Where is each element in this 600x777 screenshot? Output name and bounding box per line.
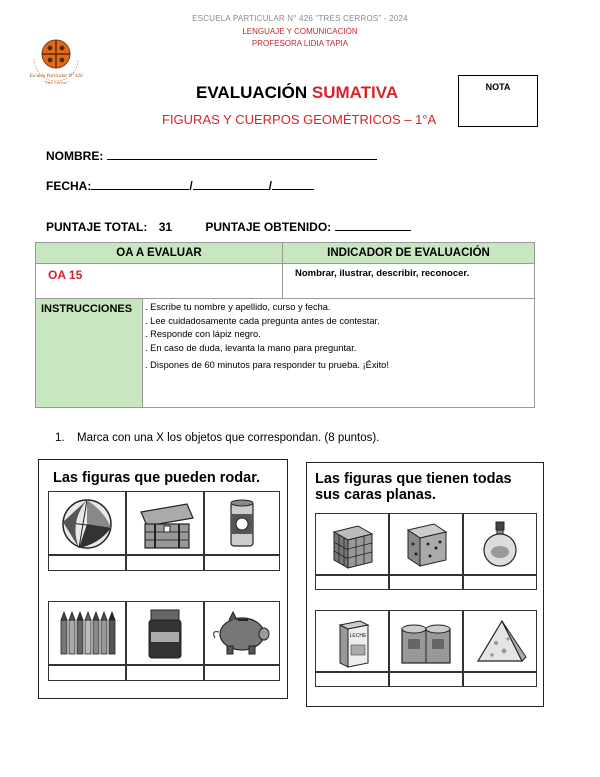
cube-cell xyxy=(315,513,389,575)
milk-cell xyxy=(315,610,389,672)
indicator-value: Nombrar, ilustrar, describir, reconocer. xyxy=(283,264,535,299)
title-part1: EVALUACIÓN xyxy=(196,83,308,102)
teacher-name: PROFESORA LIDIA TAPIA xyxy=(251,39,349,48)
ball-icon xyxy=(49,492,125,554)
ball-cell xyxy=(48,491,126,555)
answer-box[interactable] xyxy=(48,555,126,571)
indicator-header: INDICADOR DE EVALUACIÓN xyxy=(283,243,535,264)
nota-label: NOTA xyxy=(485,82,511,92)
answer-box[interactable] xyxy=(315,575,389,590)
evaluation-table xyxy=(35,242,535,408)
puntaje-row xyxy=(46,218,411,234)
answer-box[interactable] xyxy=(463,672,537,687)
school-name: ESCUELA PARTICULAR N° 426 "TRES CERROS" - 2024 xyxy=(192,14,408,23)
puntaje-obtenido-label: PUNTAJE OBTENIDO: xyxy=(205,220,332,234)
cheese-cell xyxy=(463,610,537,672)
nombre-line[interactable] xyxy=(107,147,377,160)
panel-right-title xyxy=(315,471,512,503)
puntaje-total-value: 31 xyxy=(158,220,173,234)
oa-header: OA A EVALUAR xyxy=(36,243,283,264)
answer-box[interactable] xyxy=(389,672,463,687)
panel-right-title-line2: sus caras planas. xyxy=(315,487,436,503)
soda-can-icon xyxy=(205,492,279,554)
logo-text-bottom: "Tres Cerros" xyxy=(43,80,69,85)
fecha-label: FECHA: xyxy=(46,179,92,193)
milk-label: LECHE xyxy=(349,633,367,639)
puntaje-total-label: PUNTAJE TOTAL: xyxy=(46,220,148,234)
piggy-bank-icon xyxy=(205,602,279,664)
question-1 xyxy=(55,432,379,444)
milk-carton-icon xyxy=(316,611,388,671)
piggy-cell xyxy=(204,601,280,665)
subject-name: LENGUAJE Y COMUNICACIÓN xyxy=(242,27,358,36)
box-cell xyxy=(389,513,463,575)
answer-box[interactable] xyxy=(315,672,389,687)
panel-flat-faces xyxy=(306,462,544,707)
nota-box[interactable] xyxy=(458,75,538,127)
answer-box[interactable] xyxy=(389,575,463,590)
answer-box[interactable] xyxy=(463,575,537,590)
bottle-cell xyxy=(463,513,537,575)
dice-box-icon xyxy=(390,514,462,574)
panel-rolling-shapes xyxy=(38,459,288,699)
instructions-row xyxy=(36,299,535,408)
paper-rolls-icon xyxy=(390,611,462,671)
instruction-item: . En caso de duda, levanta la mano para preguntar. xyxy=(145,343,357,354)
title-part2: SUMATIVA xyxy=(311,83,399,102)
oa-value: OA 15 xyxy=(36,264,283,299)
instruction-item: . Lee cuidadosamente cada pregunta antes de contestar. xyxy=(145,315,380,326)
puntaje-obtenido-line[interactable] xyxy=(335,218,411,231)
question-text: Marca con una X los objetos que correspondan. (8 puntos). xyxy=(77,432,380,444)
answer-box[interactable] xyxy=(48,665,126,681)
answer-box[interactable] xyxy=(204,555,280,571)
panel-right-title-line1: Las figuras que tienen todas xyxy=(315,471,512,487)
treasure-chest-icon xyxy=(127,492,203,554)
fecha-sep-1: / xyxy=(189,179,193,193)
instruction-item: . Escribe tu nombre y apellido, curso y fecha. xyxy=(145,302,331,312)
answer-box[interactable] xyxy=(126,665,204,681)
rubiks-cube-icon xyxy=(316,514,388,574)
question-number: 1. xyxy=(55,432,65,444)
rolls-cell xyxy=(389,610,463,672)
cheese-wedge-icon xyxy=(464,611,536,671)
nombre-field[interactable] xyxy=(46,147,377,163)
crayons-icon xyxy=(49,602,125,664)
fecha-year-line[interactable] xyxy=(272,177,314,190)
jar-icon xyxy=(127,602,203,664)
instruction-item: . Dispones de 60 minutos para responder tu prueba. ¡Éxito! xyxy=(145,359,389,370)
answer-box[interactable] xyxy=(126,555,204,571)
answer-box[interactable] xyxy=(204,665,280,681)
instruction-item: . Responde con lápiz negro. xyxy=(145,329,261,340)
nombre-label: NOMBRE: xyxy=(46,149,104,163)
page-subtitle: FIGURAS Y CUERPOS GEOMÉTRICOS – 1°A xyxy=(162,112,437,127)
fecha-day-line[interactable] xyxy=(91,177,189,190)
crayons-cell xyxy=(48,601,126,665)
logo-text-top: Escuela Particular N° 426 xyxy=(29,74,83,79)
instructions-label: INSTRUCCIONES xyxy=(36,299,143,407)
can-cell xyxy=(204,491,280,555)
jar-cell xyxy=(126,601,204,665)
school-logo xyxy=(26,29,86,87)
chest-cell xyxy=(126,491,204,555)
page-title xyxy=(196,83,398,103)
panel-left-title: Las figuras que pueden rodar. xyxy=(53,470,261,486)
perfume-bottle-icon xyxy=(464,514,536,574)
fecha-sep-2: / xyxy=(268,179,273,193)
instructions-list xyxy=(143,299,535,407)
fecha-field[interactable] xyxy=(46,177,314,193)
fecha-month-line[interactable] xyxy=(193,177,269,190)
